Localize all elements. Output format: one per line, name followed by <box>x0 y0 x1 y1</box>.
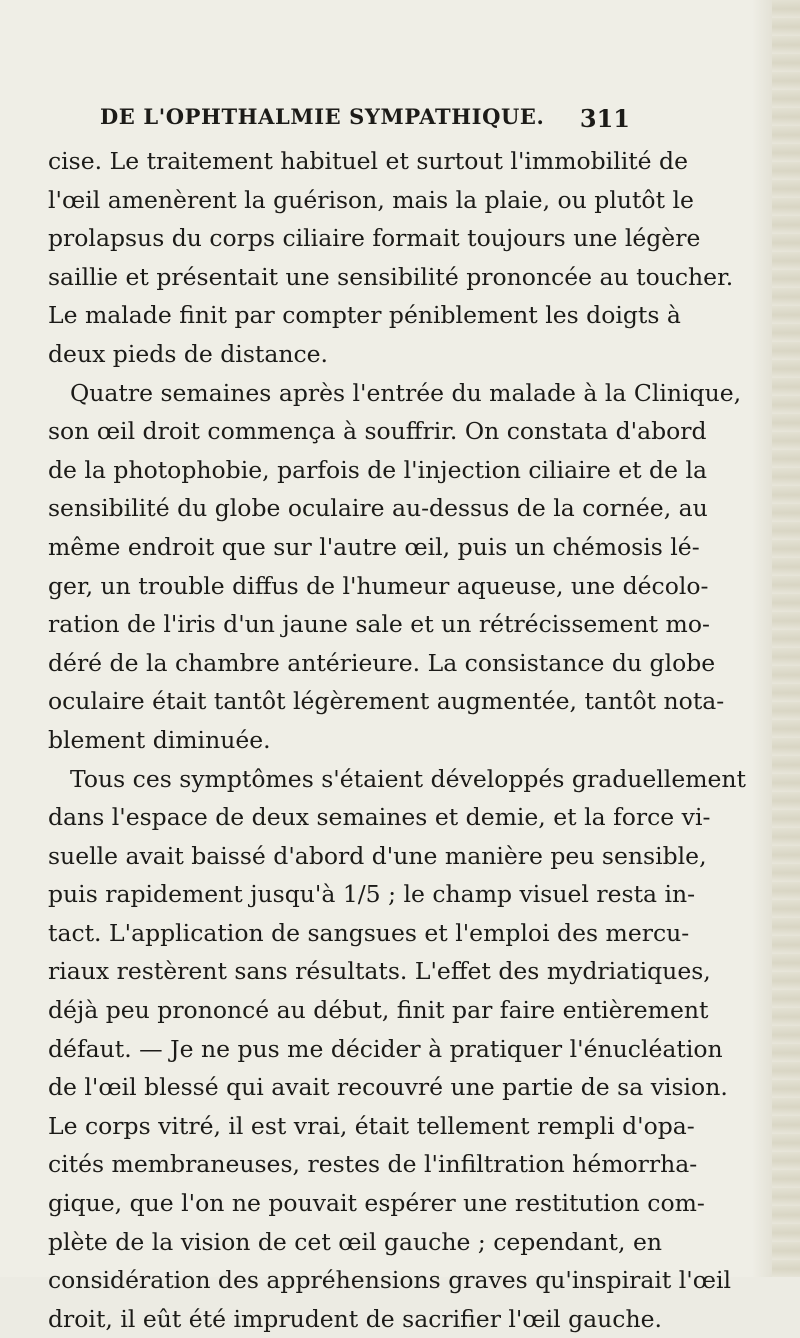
text-line: blement diminuée. <box>48 725 271 754</box>
text-line: gique, que l'on ne pouvait espérer une restitution com- <box>48 1189 705 1218</box>
text-line: oculaire était tantôt légèrement augmentée, tantôt nota- <box>48 687 725 716</box>
text-line: ger, un trouble diffus de l'humeur aqueuse, une décolo- <box>48 571 709 600</box>
text-line: riaux restèrent sans résultats. L'effet des mydriatiques, <box>48 957 711 986</box>
text-line: suelle avait baissé d'abord d'une manière peu sensible, <box>48 841 707 870</box>
text-line: cités membraneuses, restes de l'infiltration hémorrha- <box>48 1150 698 1179</box>
text-line: dans l'espace de deux semaines et demie, et la force vi- <box>48 803 711 832</box>
text-line: Le malade finit par compter péniblement les doigts à <box>48 301 681 330</box>
page-number: 311 <box>579 104 630 133</box>
page-gutter-edge <box>772 0 800 1277</box>
text-line: considération des appréhensions graves qu'inspirait l'œil <box>48 1266 732 1295</box>
text-line: sensibilité du globe oculaire au-dessus de la cornée, au <box>48 494 708 523</box>
text-line: ration de l'iris d'un jaune sale et un rétrécissement mo- <box>48 610 710 639</box>
text-line: Tous ces symptômes s'étaient développés graduellement <box>70 764 746 793</box>
text-line: prolapsus du corps ciliaire formait toujours une légère <box>48 224 701 253</box>
text-line: deux pieds de distance. <box>48 339 329 368</box>
text-line: saillie et présentait une sensibilité prononcée au toucher. <box>48 262 734 291</box>
text-line: son œil droit commença à souffrir. On constata d'abord <box>48 417 707 446</box>
text-line: l'œil amenèrent la guérison, mais la plaie, ou plutôt le <box>48 185 694 214</box>
text-line: Quatre semaines après l'entrée du malade à la Clinique, <box>70 378 742 407</box>
running-header <box>100 104 630 140</box>
text-line: de l'œil blessé qui avait recouvré une partie de sa vision. <box>48 1073 728 1102</box>
text-line: déjà peu prononcé au début, finit par faire entièrement <box>48 996 709 1025</box>
text-line: puis rapidement jusqu'à 1/5 ; le champ visuel resta in- <box>48 880 696 909</box>
text-line: tact. L'application de sangsues et l'emploi des mercu- <box>48 918 690 947</box>
text-line: déré de la chambre antérieure. La consistance du globe <box>48 648 716 677</box>
text-line: droit, il eût été imprudent de sacrifier l'œil gauche. <box>48 1304 662 1333</box>
body-text <box>48 142 746 1338</box>
text-line: même endroit que sur l'autre œil, puis un chémosis lé- <box>48 532 700 561</box>
running-title: DE L'OPHTHALMIE SYMPATHIQUE. <box>100 104 545 129</box>
text-line: Le corps vitré, il est vrai, était tellement rempli d'opa- <box>48 1111 695 1140</box>
text-line: de la photophobie, parfois de l'injection ciliaire et de la <box>48 455 707 484</box>
text-line: plète de la vision de cet œil gauche ; cependant, en <box>48 1227 662 1256</box>
text-line: cise. Le traitement habituel et surtout l'immobilité de <box>48 147 688 175</box>
text-line: défaut. — Je ne pus me décider à pratiquer l'énucléation <box>48 1034 723 1063</box>
